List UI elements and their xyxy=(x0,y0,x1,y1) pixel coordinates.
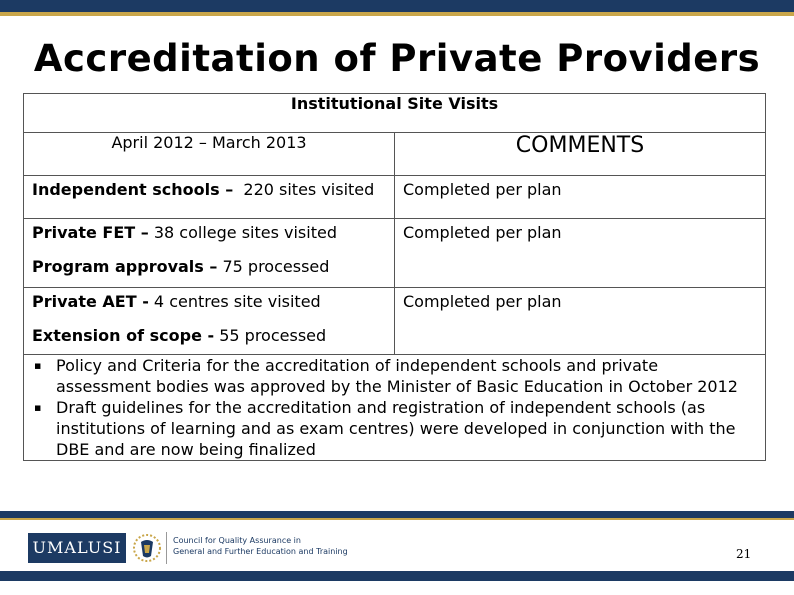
square-bullet-icon: ▪ xyxy=(34,359,42,372)
row-text: 38 college sites visited xyxy=(148,223,337,242)
row-description xyxy=(24,288,395,355)
umalusi-emblem-icon xyxy=(130,528,164,568)
bullets-cell xyxy=(24,355,766,461)
list-item xyxy=(32,355,757,397)
row-line xyxy=(32,219,386,243)
table-row xyxy=(24,219,766,288)
row-description xyxy=(24,176,395,219)
footer-accent-bar xyxy=(0,518,794,520)
footer-divider xyxy=(166,532,167,564)
row-line xyxy=(32,288,386,312)
table-header-row xyxy=(24,94,766,133)
row-text: 220 sites visited xyxy=(233,180,375,199)
footer-banner-bar xyxy=(0,511,794,518)
row-line xyxy=(32,326,386,346)
bullet-text: Draft guidelines for the accreditation and registration of independent schools (as institutions of learning and as exam centres) were developed in conjunction with the DBE and are now being finalized xyxy=(56,398,736,459)
row-text: 75 processed xyxy=(217,257,330,276)
row-text: 55 processed xyxy=(214,326,327,345)
row-comment xyxy=(395,176,766,219)
row-comment xyxy=(395,219,766,288)
comment-text: Completed per plan xyxy=(403,180,562,199)
row-label: Private FET – xyxy=(32,223,149,242)
list-item xyxy=(32,397,757,460)
council-line: Council for Quality Assurance in xyxy=(173,536,301,545)
bullets-row xyxy=(24,355,766,461)
row-line xyxy=(32,176,386,200)
period-column-header: April 2012 – March 2013 xyxy=(24,133,395,176)
row-line xyxy=(32,257,386,277)
top-banner-bar xyxy=(0,0,794,12)
row-comment xyxy=(395,288,766,355)
row-description xyxy=(24,219,395,288)
council-line: General and Further Education and Training xyxy=(173,547,348,556)
council-name xyxy=(173,535,348,557)
bullet-text: Policy and Criteria for the accreditation of independent schools and private assessment bodies was approved by the Minister of Basic Education in October 2012 xyxy=(56,356,738,396)
top-accent-bar xyxy=(0,12,794,16)
row-label: Private AET - xyxy=(32,292,149,311)
square-bullet-icon: ▪ xyxy=(34,401,42,414)
slide-title: Accreditation of Private Providers xyxy=(33,37,761,80)
page-number: 21 xyxy=(736,547,752,561)
column-header-row xyxy=(24,133,766,176)
row-text: 4 centres site visited xyxy=(148,292,321,311)
row-label: Independent schools – xyxy=(32,180,234,199)
umalusi-logo: UMALUSI xyxy=(28,533,126,563)
table-row xyxy=(24,176,766,219)
row-label: Program approvals – xyxy=(32,257,218,276)
table-row xyxy=(24,288,766,355)
table-header: Institutional Site Visits xyxy=(24,94,766,133)
footer-bottom-bar xyxy=(0,571,794,581)
site-visits-table xyxy=(23,93,766,461)
comment-text: Completed per plan xyxy=(403,292,562,311)
row-label: Extension of scope - xyxy=(32,326,215,345)
comment-text: Completed per plan xyxy=(403,223,562,242)
comments-column-header: COMMENTS xyxy=(395,133,766,176)
